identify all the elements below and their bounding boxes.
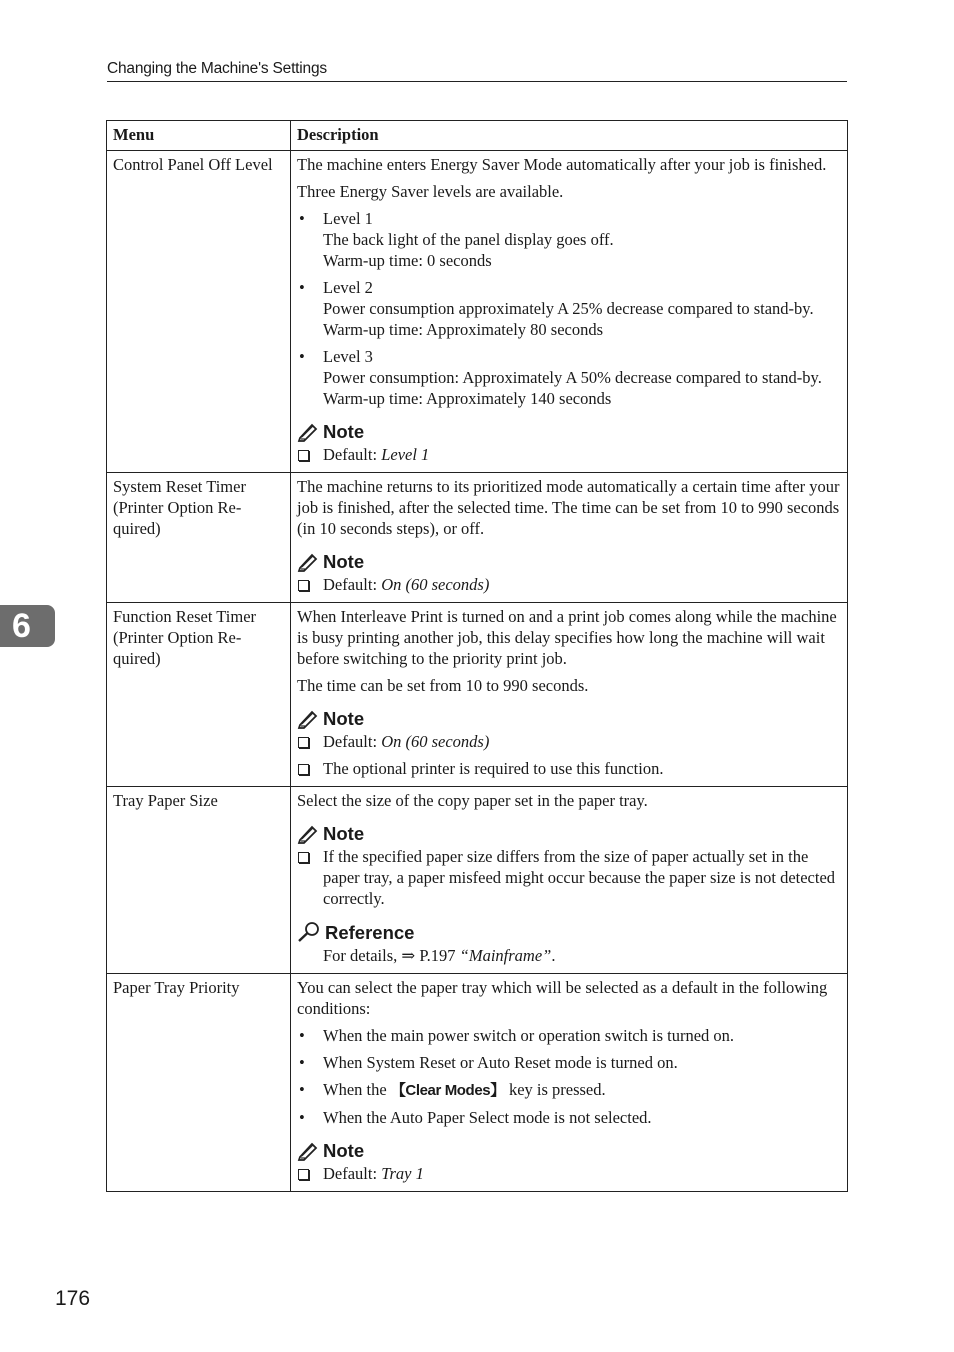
description-cell — [291, 974, 848, 1192]
menu-line: quired) — [113, 649, 161, 668]
note-item — [297, 444, 841, 465]
table-row — [107, 603, 848, 787]
note-label: Note — [323, 551, 365, 572]
note-prefix: Default: — [323, 575, 382, 594]
list-item: • When the Auto Paper Select mode is not selected. — [297, 1107, 841, 1128]
menu-line: (Printer Option Re- — [113, 628, 242, 647]
table-header-row — [107, 121, 848, 151]
table-row — [107, 473, 848, 603]
list-item — [297, 1079, 841, 1101]
conditions-list — [297, 1025, 841, 1128]
note-label: Note — [323, 1140, 365, 1161]
menu-cell: Tray Paper Size — [107, 787, 291, 974]
note-item — [297, 731, 841, 752]
menu-cell: Control Panel Off Level — [107, 151, 291, 473]
note-prefix: Default: — [323, 1164, 382, 1183]
paragraph: The time can be set from 10 to 990 seconds. — [297, 676, 589, 695]
level-line: Warm-up time: Approximately 80 seconds — [323, 320, 604, 339]
paragraph: The machine returns to its prioritized mode automatically a certain time after your job is finished, after the selected time. The time can be set from 10 to 990 seconds (in 10 seconds steps), or off. — [297, 477, 840, 538]
menu-cell — [107, 603, 291, 787]
description-column-header: Description — [291, 121, 848, 151]
menu-column-header: Menu — [107, 121, 291, 151]
levels-list — [297, 208, 841, 409]
note-value: On (60 seconds) — [381, 732, 490, 751]
menu-cell — [107, 473, 291, 603]
note-heading — [297, 421, 841, 442]
note-label: Note — [323, 708, 365, 729]
reference-suffix: . — [551, 946, 556, 965]
pencil-icon — [297, 824, 319, 844]
checkbox-icon — [298, 450, 309, 461]
paragraph: Select the size of the copy paper set in the paper tray. — [297, 791, 648, 810]
description-cell — [291, 473, 848, 603]
reference-prefix: For details, ⇒ P.197 — [323, 946, 460, 965]
table-row — [107, 787, 848, 974]
note-item — [297, 846, 841, 909]
level-line: Warm-up time: 0 seconds — [323, 251, 492, 270]
paragraph: You can select the paper tray which will be selected as a default in the following conditions: — [297, 978, 828, 1018]
level-line: Power consumption approximately A 25% decrease compared to stand-by. — [323, 299, 814, 318]
pencil-icon — [297, 1141, 319, 1161]
menu-line: Function Reset Timer — [113, 607, 257, 626]
level-title: • Level 1 — [323, 209, 373, 228]
table-row — [107, 151, 848, 473]
description-cell — [291, 603, 848, 787]
clear-modes-key: 【Clear Modes】 — [390, 1082, 505, 1099]
reference-heading — [297, 921, 841, 943]
list-item: • When System Reset or Auto Reset mode is turned on. — [297, 1052, 841, 1073]
settings-table — [106, 120, 848, 1192]
level-line: The back light of the panel display goes off. — [323, 230, 614, 249]
pencil-icon — [297, 709, 319, 729]
note-value: On (60 seconds) — [381, 575, 490, 594]
menu-line: System Reset Timer — [113, 477, 246, 496]
description-cell — [291, 151, 848, 473]
list-item — [297, 346, 841, 409]
page-number: 176 — [55, 1287, 91, 1310]
menu-line: (Printer Option Re- — [113, 498, 242, 517]
note-item — [297, 758, 841, 779]
note-text: If the specified paper size differs from the size of paper actually set in the paper tray, a paper misfeed might occur because the paper size is not detected correctly. — [323, 847, 836, 908]
note-item — [297, 1163, 841, 1184]
reference-text — [297, 945, 841, 966]
checkbox-icon — [298, 1169, 309, 1180]
list-item: • When the main power switch or operation switch is turned on. — [297, 1025, 841, 1046]
menu-cell: Paper Tray Priority — [107, 974, 291, 1192]
reference-link[interactable]: “Mainframe” — [459, 946, 552, 965]
menu-line: quired) — [113, 519, 161, 538]
level-line: Warm-up time: Approximately 140 seconds — [323, 389, 612, 408]
reference-label: Reference — [325, 921, 415, 943]
note-heading — [297, 823, 841, 844]
paragraph: When Interleave Print is turned on and a print job comes along while the machine is busy printing another job, this delay specifies how long the machine will wait before switching to the priority print job. — [297, 607, 837, 668]
paragraph: The machine enters Energy Saver Mode automatically after your job is finished. — [297, 155, 827, 174]
note-prefix: Default: — [323, 732, 382, 751]
note-heading — [297, 1140, 841, 1161]
level-title: • Level 3 — [323, 347, 373, 366]
list-item — [297, 277, 841, 340]
level-title: • Level 2 — [323, 278, 373, 297]
description-cell — [291, 787, 848, 974]
note-value: Tray 1 — [381, 1164, 424, 1183]
table-row — [107, 974, 848, 1192]
note-heading — [297, 708, 841, 729]
bullet-suffix: key is pressed. — [504, 1080, 606, 1099]
magnifier-icon — [297, 921, 321, 943]
note-label: Note — [323, 823, 365, 844]
checkbox-icon — [298, 852, 309, 863]
pencil-icon — [297, 552, 319, 572]
pencil-icon — [297, 422, 319, 442]
checkbox-icon — [298, 580, 309, 591]
checkbox-icon — [298, 764, 309, 775]
note-text: The optional printer is required to use this function. — [323, 759, 664, 778]
note-value: Level 1 — [381, 445, 430, 464]
note-prefix: Default: — [323, 445, 382, 464]
chapter-tab: 6 — [0, 605, 55, 647]
list-item — [297, 208, 841, 271]
checkbox-icon — [298, 737, 309, 748]
note-item — [297, 574, 841, 595]
note-label: Note — [323, 421, 365, 442]
running-head: Changing the Machine's Settings — [107, 60, 847, 82]
level-line: Power consumption: Approximately A 50% decrease compared to stand-by. — [323, 368, 822, 387]
bullet-prefix: When the — [323, 1080, 391, 1099]
paragraph: Three Energy Saver levels are available. — [297, 182, 564, 201]
note-heading — [297, 551, 841, 572]
